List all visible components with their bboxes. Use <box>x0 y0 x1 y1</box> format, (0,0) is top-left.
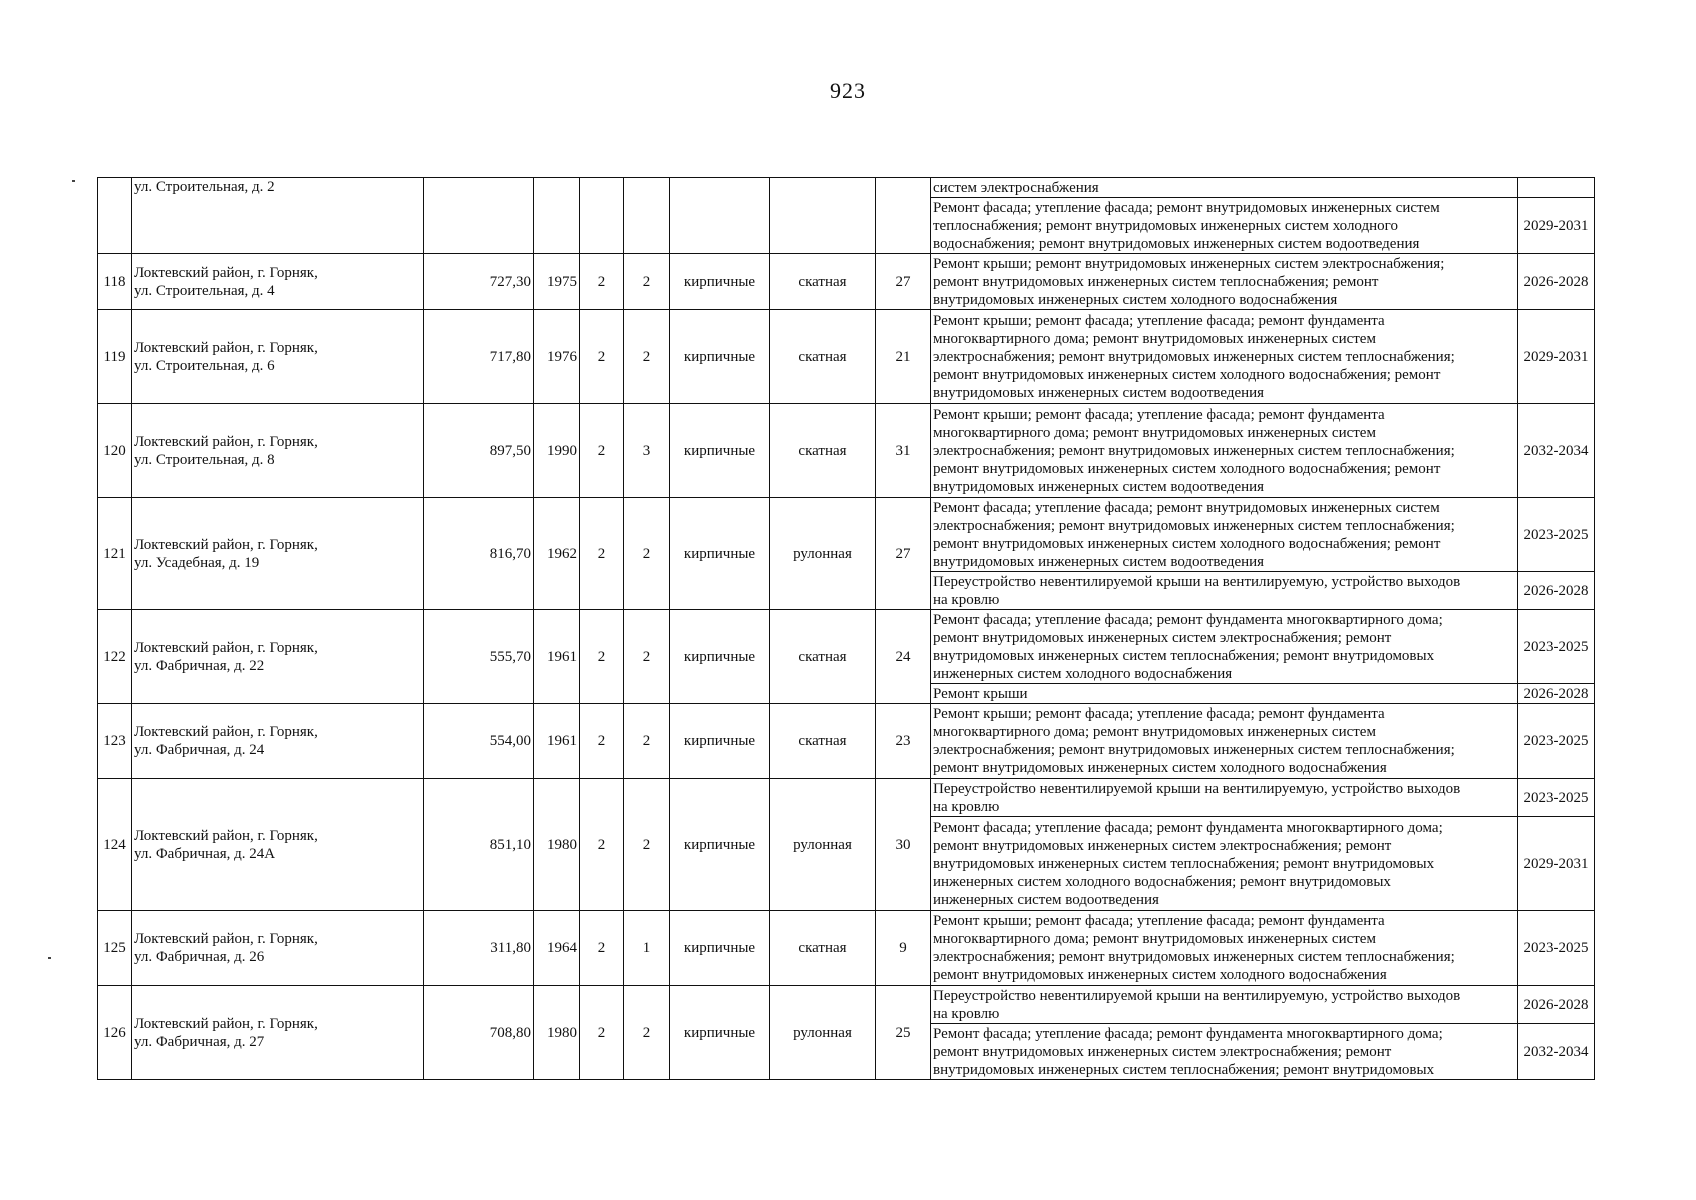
year-cell: 1980 <box>534 986 580 1080</box>
works-line: инженерных систем холодного водоснабжения <box>933 665 1233 682</box>
area-cell: 708,80 <box>424 986 534 1080</box>
works-line: Ремонт фасада; утепление фасада; ремонт фундамента многоквартирного дома; <box>933 819 1443 836</box>
area-cell: 717,80 <box>424 310 534 404</box>
area-cell: 311,80 <box>424 911 534 986</box>
address-line: ул. Усадебная, д. 19 <box>134 554 260 571</box>
floors-cell: 2 <box>580 404 624 498</box>
period-cell: 2032-2034 <box>1518 1024 1595 1080</box>
entrances-cell: 2 <box>624 310 670 404</box>
table-row <box>98 779 1595 817</box>
floors-cell: 2 <box>580 779 624 911</box>
works-line: Ремонт фасада; утепление фасада; ремонт внутридомовых инженерных систем <box>933 199 1440 216</box>
row-number: 118 <box>98 254 132 310</box>
units-cell: 25 <box>876 986 931 1080</box>
address-cell <box>132 704 424 779</box>
address-line: ул. Строительная, д. 2 <box>134 179 275 195</box>
entrances-cell <box>624 178 670 254</box>
entrances-cell: 2 <box>624 498 670 610</box>
works-line: внутридомовых инженерных систем теплоснабжения; ремонт внутридомовых <box>933 1061 1435 1078</box>
works-line: многоквартирного дома; ремонт внутридомовых инженерных систем <box>933 931 1376 947</box>
address-cell <box>132 986 424 1080</box>
roof-cell: скатная <box>770 704 876 779</box>
works-line: ремонт внутридомовых инженерных систем электроснабжения; ремонт <box>933 1043 1392 1060</box>
works-cell <box>931 198 1518 254</box>
address-cell <box>132 178 424 254</box>
works-line: многоквартирного дома; ремонт внутридомовых инженерных систем <box>933 724 1376 740</box>
year-cell: 1962 <box>534 498 580 610</box>
works-cell <box>931 817 1518 911</box>
roof-cell: рулонная <box>770 986 876 1080</box>
table-row <box>98 404 1595 498</box>
works-line: Переустройство невентилируемой крыши на вентилируемую, устройство выходов <box>933 987 1461 1004</box>
works-line: Ремонт крыши; ремонт фасада; утепление фасада; ремонт фундамента <box>933 913 1385 929</box>
scan-mark <box>72 180 75 182</box>
works-line: ремонт внутридомовых инженерных систем электроснабжения; ремонт <box>933 629 1392 646</box>
row-number: 120 <box>98 404 132 498</box>
works-line: внутридомовых инженерных систем водоотведения <box>933 478 1265 495</box>
roof-cell: скатная <box>770 310 876 404</box>
works-line: электроснабжения; ремонт внутридомовых инженерных систем теплоснабжения; <box>933 517 1455 534</box>
table-body <box>98 178 1595 1080</box>
year-cell: 1976 <box>534 310 580 404</box>
works-cell <box>931 911 1518 986</box>
year-cell: 1964 <box>534 911 580 986</box>
floors-cell: 2 <box>580 911 624 986</box>
address-line: ул. Фабричная, д. 26 <box>134 949 265 965</box>
walls-cell: кирпичные <box>670 986 770 1080</box>
units-cell: 30 <box>876 779 931 911</box>
works-line: систем электроснабжения <box>933 179 1099 196</box>
units-cell <box>876 178 931 254</box>
entrances-cell: 3 <box>624 404 670 498</box>
floors-cell: 2 <box>580 310 624 404</box>
floors-cell: 2 <box>580 610 624 704</box>
year-cell: 1980 <box>534 779 580 911</box>
units-cell: 21 <box>876 310 931 404</box>
row-number: 122 <box>98 610 132 704</box>
entrances-cell: 2 <box>624 610 670 704</box>
period-cell: 2023-2025 <box>1518 704 1595 779</box>
works-line: внутридомовых инженерных систем водоотведения <box>933 553 1265 570</box>
works-line: Ремонт крыши; ремонт фасада; утепление фасада; ремонт фундамента <box>933 312 1385 329</box>
works-cell <box>931 610 1518 684</box>
row-number: 119 <box>98 310 132 404</box>
works-line: Ремонт крыши; ремонт фасада; утепление фасада; ремонт фундамента <box>933 706 1385 722</box>
works-line: электроснабжения; ремонт внутридомовых инженерных систем теплоснабжения; <box>933 742 1455 758</box>
walls-cell: кирпичные <box>670 254 770 310</box>
works-line: многоквартирного дома; ремонт внутридомовых инженерных систем <box>933 424 1376 441</box>
year-cell: 1990 <box>534 404 580 498</box>
units-cell: 27 <box>876 254 931 310</box>
roof-cell: рулонная <box>770 779 876 911</box>
address-line: ул. Фабричная, д. 24А <box>134 845 276 862</box>
entrances-cell: 2 <box>624 704 670 779</box>
walls-cell <box>670 178 770 254</box>
table-row <box>98 704 1595 779</box>
works-cell <box>931 1024 1518 1080</box>
address-line: ул. Фабричная, д. 27 <box>134 1033 265 1050</box>
address-line: Локтевский район, г. Горняк, <box>134 827 318 844</box>
works-line: электроснабжения; ремонт внутридомовых инженерных систем теплоснабжения; <box>933 442 1455 459</box>
works-cell <box>931 779 1518 817</box>
units-cell: 23 <box>876 704 931 779</box>
floors-cell: 2 <box>580 704 624 779</box>
address-cell <box>132 254 424 310</box>
works-line: Ремонт фасада; утепление фасада; ремонт внутридомовых инженерных систем <box>933 499 1440 516</box>
works-line: ремонт внутридомовых инженерных систем холодного водоснабжения; ремонт <box>933 366 1441 383</box>
floors-cell: 2 <box>580 254 624 310</box>
entrances-cell: 2 <box>624 254 670 310</box>
works-line: электроснабжения; ремонт внутридомовых инженерных систем теплоснабжения; <box>933 949 1455 965</box>
walls-cell: кирпичные <box>670 498 770 610</box>
works-cell <box>931 310 1518 404</box>
period-cell: 2026-2028 <box>1518 254 1595 310</box>
address-cell <box>132 310 424 404</box>
period-cell: 2026-2028 <box>1518 986 1595 1024</box>
works-line: инженерных систем холодного водоснабжения; ремонт внутридомовых <box>933 873 1391 890</box>
works-line: инженерных систем водоотведения <box>933 891 1159 908</box>
works-line: ремонт внутридомовых инженерных систем теплоснабжения; ремонт <box>933 273 1379 290</box>
period-cell: 2023-2025 <box>1518 779 1595 817</box>
period-cell <box>1518 178 1595 198</box>
address-cell <box>132 610 424 704</box>
works-line: на кровлю <box>933 798 1000 815</box>
address-cell <box>132 404 424 498</box>
works-line: на кровлю <box>933 1005 1000 1022</box>
works-line: ремонт внутридомовых инженерных систем холодного водоснабжения <box>933 760 1387 776</box>
walls-cell: кирпичные <box>670 704 770 779</box>
address-line: Локтевский район, г. Горняк, <box>134 536 318 553</box>
period-cell: 2029-2031 <box>1518 198 1595 254</box>
works-line: Переустройство невентилируемой крыши на вентилируемую, устройство выходов <box>933 780 1461 797</box>
entrances-cell: 1 <box>624 911 670 986</box>
year-cell <box>534 178 580 254</box>
area-cell <box>424 178 534 254</box>
works-line: Ремонт фасада; утепление фасада; ремонт фундамента многоквартирного дома; <box>933 611 1443 628</box>
table-row <box>98 911 1595 986</box>
works-line: внутридомовых инженерных систем водоотведения <box>933 384 1265 401</box>
year-cell: 1961 <box>534 610 580 704</box>
walls-cell: кирпичные <box>670 404 770 498</box>
works-line: Ремонт фасада; утепление фасада; ремонт фундамента многоквартирного дома; <box>933 1025 1443 1042</box>
works-line: электроснабжения; ремонт внутридомовых инженерных систем теплоснабжения; <box>933 348 1455 365</box>
floors-cell <box>580 178 624 254</box>
units-cell: 24 <box>876 610 931 704</box>
roof-cell: скатная <box>770 404 876 498</box>
address-line: Локтевский район, г. Горняк, <box>134 339 318 356</box>
works-line: ремонт внутридомовых инженерных систем холодного водоснабжения <box>933 967 1387 983</box>
roof-cell: скатная <box>770 254 876 310</box>
roof-cell: рулонная <box>770 498 876 610</box>
table-row <box>98 254 1595 310</box>
address-line: ул. Строительная, д. 8 <box>134 451 275 468</box>
page-number: 923 <box>830 78 866 103</box>
works-line: многоквартирного дома; ремонт внутридомовых инженерных систем <box>933 330 1376 347</box>
works-line: Переустройство невентилируемой крыши на вентилируемую, устройство выходов <box>933 573 1461 590</box>
works-cell <box>931 684 1518 704</box>
area-cell: 897,50 <box>424 404 534 498</box>
units-cell: 27 <box>876 498 931 610</box>
works-line: внутридомовых инженерных систем теплоснабжения; ремонт внутридомовых <box>933 647 1435 664</box>
period-cell: 2029-2031 <box>1518 310 1595 404</box>
entrances-cell: 2 <box>624 779 670 911</box>
works-line: Ремонт крыши <box>933 685 1028 702</box>
period-cell: 2023-2025 <box>1518 610 1595 684</box>
roof-cell: скатная <box>770 610 876 704</box>
floors-cell: 2 <box>580 986 624 1080</box>
period-cell: 2026-2028 <box>1518 684 1595 704</box>
address-line: Локтевский район, г. Горняк, <box>134 931 318 947</box>
area-cell: 851,10 <box>424 779 534 911</box>
row-number: 125 <box>98 911 132 986</box>
row-number: 121 <box>98 498 132 610</box>
address-cell <box>132 779 424 911</box>
units-cell: 31 <box>876 404 931 498</box>
row-number: 126 <box>98 986 132 1080</box>
table-row <box>98 610 1595 684</box>
area-cell: 727,30 <box>424 254 534 310</box>
works-cell <box>931 404 1518 498</box>
address-line: Локтевский район, г. Горняк, <box>134 1015 318 1032</box>
address-line: ул. Фабричная, д. 24 <box>134 742 265 758</box>
period-cell: 2023-2025 <box>1518 498 1595 572</box>
works-cell <box>931 572 1518 610</box>
address-line: Локтевский район, г. Горняк, <box>134 724 318 740</box>
works-line: Ремонт крыши; ремонт фасада; утепление фасада; ремонт фундамента <box>933 406 1385 423</box>
area-cell: 816,70 <box>424 498 534 610</box>
address-cell <box>132 911 424 986</box>
table-row <box>98 986 1595 1024</box>
period-cell: 2029-2031 <box>1518 817 1595 911</box>
walls-cell: кирпичные <box>670 610 770 704</box>
works-line: внутридомовых инженерных систем холодного водоснабжения <box>933 291 1338 308</box>
address-cell <box>132 498 424 610</box>
area-cell: 554,00 <box>424 704 534 779</box>
scan-mark <box>48 957 51 959</box>
row-number: 123 <box>98 704 132 779</box>
address-line: ул. Строительная, д. 4 <box>134 282 275 299</box>
works-cell <box>931 178 1518 198</box>
walls-cell: кирпичные <box>670 310 770 404</box>
table-row <box>98 310 1595 404</box>
period-cell: 2032-2034 <box>1518 404 1595 498</box>
address-line: ул. Строительная, д. 6 <box>134 357 275 374</box>
roof-cell: скатная <box>770 911 876 986</box>
works-cell <box>931 986 1518 1024</box>
table-row <box>98 178 1595 198</box>
units-cell: 9 <box>876 911 931 986</box>
works-cell <box>931 704 1518 779</box>
works-line: ремонт внутридомовых инженерных систем электроснабжения; ремонт <box>933 837 1392 854</box>
entrances-cell: 2 <box>624 986 670 1080</box>
roof-cell <box>770 178 876 254</box>
address-line: Локтевский район, г. Горняк, <box>134 433 318 450</box>
works-line: водоснабжения; ремонт внутридомовых инженерных систем водоотведения <box>933 235 1420 252</box>
works-cell <box>931 254 1518 310</box>
row-number <box>98 178 132 254</box>
works-line: на кровлю <box>933 591 1000 608</box>
address-line: Локтевский район, г. Горняк, <box>134 264 318 281</box>
address-line: ул. Фабричная, д. 22 <box>134 657 265 674</box>
works-line: ремонт внутридомовых инженерных систем холодного водоснабжения; ремонт <box>933 460 1441 477</box>
walls-cell: кирпичные <box>670 911 770 986</box>
table-row <box>98 498 1595 572</box>
period-cell: 2026-2028 <box>1518 572 1595 610</box>
works-line: внутридомовых инженерных систем теплоснабжения; ремонт внутридомовых <box>933 855 1435 872</box>
walls-cell: кирпичные <box>670 779 770 911</box>
works-cell <box>931 498 1518 572</box>
works-line: Ремонт крыши; ремонт внутридомовых инженерных систем электроснабжения; <box>933 255 1445 272</box>
housing-registry-table <box>97 177 1595 1080</box>
works-line: теплоснабжения; ремонт внутридомовых инженерных систем холодного <box>933 217 1398 234</box>
year-cell: 1961 <box>534 704 580 779</box>
period-cell: 2023-2025 <box>1518 911 1595 986</box>
address-line: Локтевский район, г. Горняк, <box>134 639 318 656</box>
works-line: ремонт внутридомовых инженерных систем холодного водоснабжения; ремонт <box>933 535 1441 552</box>
floors-cell: 2 <box>580 498 624 610</box>
year-cell: 1975 <box>534 254 580 310</box>
row-number: 124 <box>98 779 132 911</box>
area-cell: 555,70 <box>424 610 534 704</box>
